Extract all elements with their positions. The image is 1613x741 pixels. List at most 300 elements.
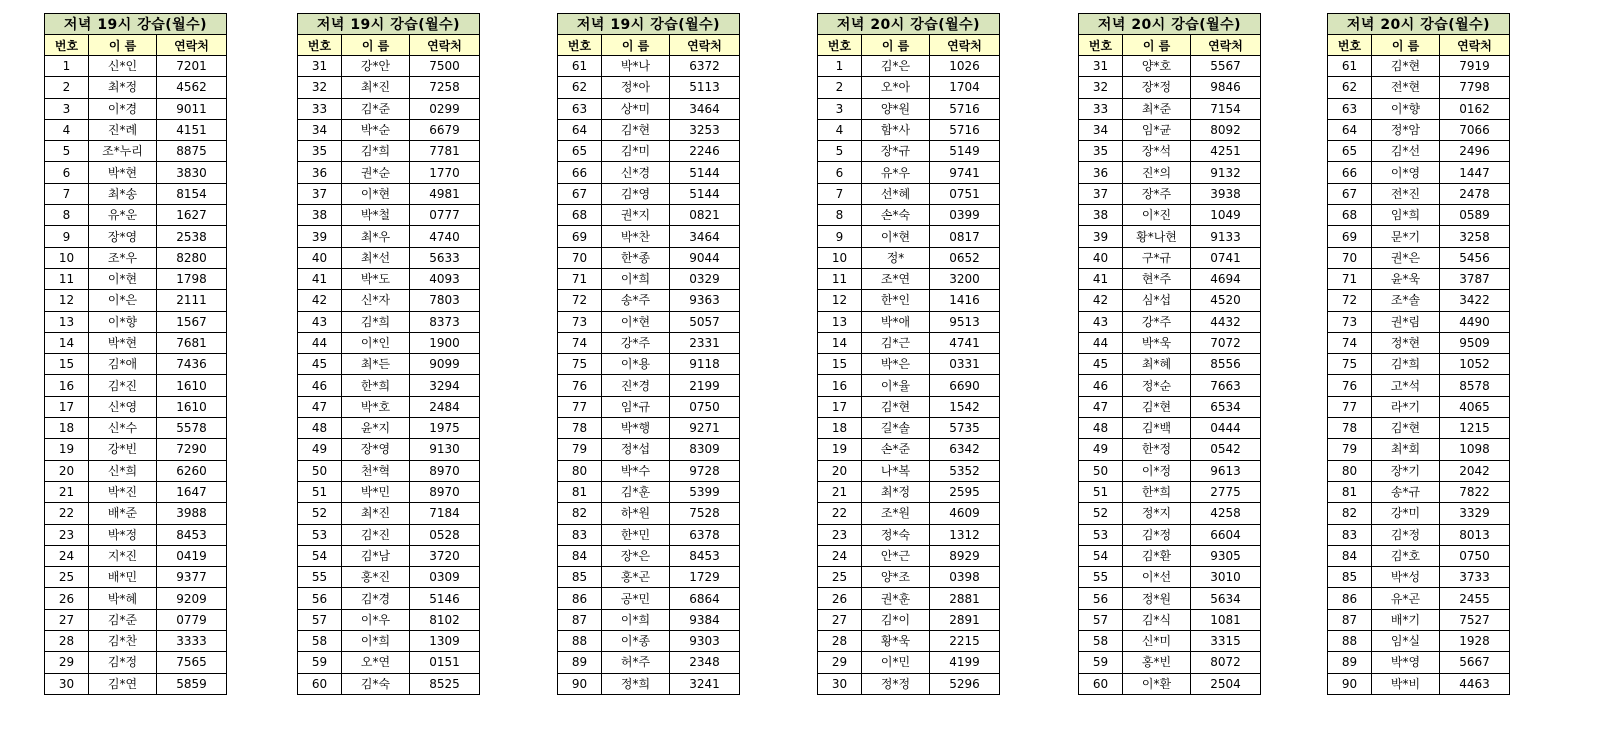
- cell-name: 박*찬: [602, 226, 670, 247]
- cell-name: 정*순: [1123, 375, 1191, 396]
- cell-contact: 8013: [1440, 524, 1510, 545]
- cell-number: 56: [298, 588, 342, 609]
- cell-number: 6: [45, 162, 89, 183]
- cell-number: 58: [298, 631, 342, 652]
- cell-number: 35: [1079, 141, 1123, 162]
- table-row: [818, 418, 1000, 439]
- cell-number: 75: [558, 354, 602, 375]
- table-row: [1328, 375, 1510, 396]
- cell-contact: 1542: [930, 396, 1000, 417]
- cell-name: 라*기: [1372, 396, 1440, 417]
- cell-name: 홍*빈: [1123, 652, 1191, 673]
- column-header-contact: 연락처: [157, 35, 227, 56]
- cell-contact: 3329: [1440, 503, 1510, 524]
- table-row: [45, 332, 227, 353]
- table-title: 저녁 19시 강습(월수): [558, 14, 740, 35]
- cell-contact: 7154: [1191, 98, 1261, 119]
- cell-number: 46: [1079, 375, 1123, 396]
- cell-number: 31: [298, 56, 342, 77]
- cell-contact: 3464: [670, 98, 740, 119]
- column-header-name: 이 름: [1372, 35, 1440, 56]
- cell-contact: 8092: [1191, 119, 1261, 140]
- table-row: [818, 545, 1000, 566]
- table-row: [1079, 439, 1261, 460]
- table-row: [558, 268, 740, 289]
- cell-contact: 0419: [157, 545, 227, 566]
- table-row: [1328, 119, 1510, 140]
- table-row: [558, 652, 740, 673]
- cell-contact: 9271: [670, 418, 740, 439]
- cell-number: 47: [1079, 396, 1123, 417]
- cell-number: 71: [558, 268, 602, 289]
- cell-number: 25: [818, 567, 862, 588]
- cell-number: 62: [1328, 77, 1372, 98]
- cell-name: 길*솔: [862, 418, 930, 439]
- table-row: [298, 503, 480, 524]
- cell-number: 86: [1328, 588, 1372, 609]
- cell-name: 박*수: [602, 460, 670, 481]
- cell-contact: 8929: [930, 545, 1000, 566]
- cell-contact: 4463: [1440, 673, 1510, 694]
- cell-contact: 2538: [157, 226, 227, 247]
- table-row: [818, 247, 1000, 268]
- cell-name: 이*희: [602, 609, 670, 630]
- cell-contact: 8154: [157, 183, 227, 204]
- table-row: [818, 183, 1000, 204]
- cell-contact: 5057: [670, 311, 740, 332]
- table-row: [818, 226, 1000, 247]
- cell-contact: 2331: [670, 332, 740, 353]
- cell-number: 69: [558, 226, 602, 247]
- cell-contact: 0331: [930, 354, 1000, 375]
- cell-name: 박*철: [342, 205, 410, 226]
- table-row: [298, 631, 480, 652]
- column-header-contact: 연락처: [1191, 35, 1261, 56]
- table-row: [1079, 183, 1261, 204]
- table-row: [298, 77, 480, 98]
- cell-contact: 5149: [930, 141, 1000, 162]
- cell-number: 79: [1328, 439, 1372, 460]
- cell-number: 42: [298, 290, 342, 311]
- cell-contact: 2595: [930, 481, 1000, 502]
- cell-number: 57: [1079, 609, 1123, 630]
- cell-number: 34: [1079, 119, 1123, 140]
- cell-name: 유*곤: [1372, 588, 1440, 609]
- cell-number: 10: [45, 247, 89, 268]
- cell-contact: 4694: [1191, 268, 1261, 289]
- cell-name: 김*준: [89, 609, 157, 630]
- cell-number: 56: [1079, 588, 1123, 609]
- cell-name: 최*송: [89, 183, 157, 204]
- cell-contact: 1081: [1191, 609, 1261, 630]
- cell-number: 33: [1079, 98, 1123, 119]
- cell-name: 박*호: [342, 396, 410, 417]
- cell-number: 11: [818, 268, 862, 289]
- cell-number: 5: [818, 141, 862, 162]
- cell-number: 39: [298, 226, 342, 247]
- cell-name: 신*경: [602, 162, 670, 183]
- cell-number: 4: [818, 119, 862, 140]
- table-row: [558, 567, 740, 588]
- table-row: [1079, 56, 1261, 77]
- cell-contact: 7184: [410, 503, 480, 524]
- cell-number: 67: [558, 183, 602, 204]
- cell-number: 49: [1079, 439, 1123, 460]
- cell-number: 16: [818, 375, 862, 396]
- cell-contact: 3464: [670, 226, 740, 247]
- cell-name: 최*진: [342, 77, 410, 98]
- cell-name: 최*회: [1372, 439, 1440, 460]
- cell-contact: 3315: [1191, 631, 1261, 652]
- cell-name: 구*규: [1123, 247, 1191, 268]
- cell-name: 정*희: [602, 673, 670, 694]
- cell-contact: 2484: [410, 396, 480, 417]
- table-row: [1079, 481, 1261, 502]
- table-row: [298, 567, 480, 588]
- cell-name: 이*용: [602, 354, 670, 375]
- table-row: [298, 354, 480, 375]
- cell-name: 손*숙: [862, 205, 930, 226]
- cell-number: 36: [298, 162, 342, 183]
- table-row: [298, 247, 480, 268]
- cell-number: 84: [1328, 545, 1372, 566]
- cell-contact: 1447: [1440, 162, 1510, 183]
- table-row: [298, 652, 480, 673]
- cell-contact: 5113: [670, 77, 740, 98]
- cell-number: 76: [558, 375, 602, 396]
- cell-number: 87: [1328, 609, 1372, 630]
- cell-name: 한*희: [1123, 481, 1191, 502]
- cell-contact: 0751: [930, 183, 1000, 204]
- table-row: [1328, 268, 1510, 289]
- table-row: [1328, 418, 1510, 439]
- cell-number: 49: [298, 439, 342, 460]
- table-row: [818, 268, 1000, 289]
- cell-name: 현*주: [1123, 268, 1191, 289]
- table-row: [45, 481, 227, 502]
- cell-name: 이*현: [342, 183, 410, 204]
- cell-contact: 7803: [410, 290, 480, 311]
- cell-number: 21: [45, 481, 89, 502]
- cell-number: 23: [818, 524, 862, 545]
- table-row: [45, 418, 227, 439]
- table-row: [558, 247, 740, 268]
- cell-name: 진*례: [89, 119, 157, 140]
- table-row: [558, 332, 740, 353]
- table-row: [1328, 588, 1510, 609]
- roster-table: [297, 13, 480, 695]
- table-row: [45, 460, 227, 481]
- table-row: [45, 162, 227, 183]
- table-row: [45, 567, 227, 588]
- cell-contact: 1312: [930, 524, 1000, 545]
- cell-number: 60: [1079, 673, 1123, 694]
- cell-number: 73: [558, 311, 602, 332]
- cell-name: 강*주: [602, 332, 670, 353]
- cell-name: 윤*욱: [1372, 268, 1440, 289]
- cell-name: 유*운: [89, 205, 157, 226]
- cell-name: 한*종: [602, 247, 670, 268]
- cell-number: 47: [298, 396, 342, 417]
- table-row: [818, 98, 1000, 119]
- cell-number: 51: [1079, 481, 1123, 502]
- table-row: [45, 631, 227, 652]
- cell-number: 40: [1079, 247, 1123, 268]
- table-row: [1328, 567, 1510, 588]
- table-row: [1328, 183, 1510, 204]
- cell-number: 41: [1079, 268, 1123, 289]
- cell-number: 43: [298, 311, 342, 332]
- table-row: [298, 183, 480, 204]
- cell-number: 43: [1079, 311, 1123, 332]
- table-row: [558, 311, 740, 332]
- table-row: [1079, 98, 1261, 119]
- cell-number: 74: [1328, 332, 1372, 353]
- cell-name: 김*현: [862, 396, 930, 417]
- cell-number: 12: [45, 290, 89, 311]
- cell-number: 46: [298, 375, 342, 396]
- cell-name: 조*연: [862, 268, 930, 289]
- table-row: [818, 56, 1000, 77]
- table-row: [1079, 205, 1261, 226]
- cell-name: 이*우: [342, 609, 410, 630]
- cell-number: 61: [1328, 56, 1372, 77]
- cell-name: 함*사: [862, 119, 930, 140]
- cell-number: 30: [818, 673, 862, 694]
- cell-contact: 3938: [1191, 183, 1261, 204]
- cell-name: 신*인: [89, 56, 157, 77]
- cell-name: 신*수: [89, 418, 157, 439]
- cell-name: 강*주: [1123, 311, 1191, 332]
- cell-contact: 4199: [930, 652, 1000, 673]
- cell-name: 배*준: [89, 503, 157, 524]
- cell-number: 16: [45, 375, 89, 396]
- cell-contact: 6372: [670, 56, 740, 77]
- cell-contact: 0779: [157, 609, 227, 630]
- cell-name: 배*기: [1372, 609, 1440, 630]
- cell-name: 이*향: [1372, 98, 1440, 119]
- cell-contact: 9130: [410, 439, 480, 460]
- cell-name: 김*이: [862, 609, 930, 630]
- cell-number: 33: [298, 98, 342, 119]
- cell-number: 73: [1328, 311, 1372, 332]
- cell-contact: 9728: [670, 460, 740, 481]
- table-row: [558, 290, 740, 311]
- cell-contact: 6604: [1191, 524, 1261, 545]
- table-row: [1079, 545, 1261, 566]
- cell-number: 82: [1328, 503, 1372, 524]
- cell-contact: 2775: [1191, 481, 1261, 502]
- cell-name: 이*현: [602, 311, 670, 332]
- cell-number: 22: [818, 503, 862, 524]
- cell-number: 9: [818, 226, 862, 247]
- table-title: 저녁 19시 강습(월수): [298, 14, 480, 35]
- cell-name: 장*기: [1372, 460, 1440, 481]
- cell-number: 13: [818, 311, 862, 332]
- table-row: [45, 290, 227, 311]
- table-row: [1328, 77, 1510, 98]
- cell-number: 29: [818, 652, 862, 673]
- column-header-number: 번호: [45, 35, 89, 56]
- cell-name: 최*혜: [1123, 354, 1191, 375]
- cell-contact: 9118: [670, 354, 740, 375]
- table-row: [1328, 98, 1510, 119]
- cell-number: 38: [298, 205, 342, 226]
- cell-contact: 3787: [1440, 268, 1510, 289]
- cell-name: 상*미: [602, 98, 670, 119]
- cell-name: 김*은: [862, 56, 930, 77]
- cell-name: 윤*지: [342, 418, 410, 439]
- table-row: [298, 56, 480, 77]
- table-row: [1079, 396, 1261, 417]
- cell-number: 37: [298, 183, 342, 204]
- cell-name: 신*미: [1123, 631, 1191, 652]
- table-row: [1328, 226, 1510, 247]
- cell-name: 이*은: [89, 290, 157, 311]
- cell-contact: 4741: [930, 332, 1000, 353]
- cell-name: 지*진: [89, 545, 157, 566]
- table-row: [298, 418, 480, 439]
- cell-number: 60: [298, 673, 342, 694]
- cell-contact: 8280: [157, 247, 227, 268]
- cell-name: 송*규: [1372, 481, 1440, 502]
- cell-contact: 7919: [1440, 56, 1510, 77]
- table-row: [45, 354, 227, 375]
- cell-name: 이*희: [602, 268, 670, 289]
- cell-name: 박*진: [89, 481, 157, 502]
- cell-contact: 3258: [1440, 226, 1510, 247]
- cell-contact: 8578: [1440, 375, 1510, 396]
- table-row: [45, 396, 227, 417]
- cell-number: 3: [45, 98, 89, 119]
- cell-number: 88: [558, 631, 602, 652]
- table-row: [1079, 226, 1261, 247]
- cell-contact: 6260: [157, 460, 227, 481]
- cell-contact: 8072: [1191, 652, 1261, 673]
- cell-name: 진*의: [1123, 162, 1191, 183]
- cell-contact: 9133: [1191, 226, 1261, 247]
- table-row: [45, 652, 227, 673]
- cell-number: 59: [1079, 652, 1123, 673]
- cell-contact: 4251: [1191, 141, 1261, 162]
- cell-number: 81: [1328, 481, 1372, 502]
- table-row: [558, 56, 740, 77]
- table-row: [1079, 311, 1261, 332]
- cell-number: 85: [1328, 567, 1372, 588]
- cell-number: 71: [1328, 268, 1372, 289]
- table-row: [45, 183, 227, 204]
- table-row: [45, 77, 227, 98]
- cell-number: 48: [1079, 418, 1123, 439]
- cell-number: 7: [45, 183, 89, 204]
- cell-contact: 6864: [670, 588, 740, 609]
- cell-contact: 9209: [157, 588, 227, 609]
- cell-name: 박*나: [602, 56, 670, 77]
- cell-number: 34: [298, 119, 342, 140]
- cell-name: 황*나현: [1123, 226, 1191, 247]
- table-row: [1079, 418, 1261, 439]
- cell-number: 3: [818, 98, 862, 119]
- cell-number: 4: [45, 119, 89, 140]
- cell-name: 김*희: [342, 311, 410, 332]
- table-row: [298, 396, 480, 417]
- table-row: [818, 524, 1000, 545]
- cell-contact: 1215: [1440, 418, 1510, 439]
- cell-name: 박*정: [89, 524, 157, 545]
- table-row: [818, 481, 1000, 502]
- cell-number: 77: [558, 396, 602, 417]
- cell-contact: 7528: [670, 503, 740, 524]
- cell-name: 박*욱: [1123, 332, 1191, 353]
- cell-number: 14: [45, 332, 89, 353]
- cell-name: 신*영: [89, 396, 157, 417]
- cell-number: 70: [558, 247, 602, 268]
- cell-contact: 4432: [1191, 311, 1261, 332]
- cell-contact: 7565: [157, 652, 227, 673]
- table-row: [45, 375, 227, 396]
- cell-number: 68: [558, 205, 602, 226]
- cell-name: 정*정: [862, 673, 930, 694]
- cell-contact: 6378: [670, 524, 740, 545]
- table-row: [1328, 460, 1510, 481]
- cell-contact: 3010: [1191, 567, 1261, 588]
- table-row: [1079, 567, 1261, 588]
- cell-name: 장*석: [1123, 141, 1191, 162]
- cell-contact: 5144: [670, 162, 740, 183]
- table-row: [298, 162, 480, 183]
- column-header-number: 번호: [298, 35, 342, 56]
- table-row: [1079, 609, 1261, 630]
- cell-number: 83: [558, 524, 602, 545]
- table-row: [45, 439, 227, 460]
- table-row: [298, 332, 480, 353]
- cell-number: 78: [558, 418, 602, 439]
- cell-name: 권*훈: [862, 588, 930, 609]
- cell-contact: 0589: [1440, 205, 1510, 226]
- cell-name: 최*우: [342, 226, 410, 247]
- cell-name: 김*진: [342, 524, 410, 545]
- cell-number: 89: [558, 652, 602, 673]
- cell-number: 85: [558, 567, 602, 588]
- table-row: [558, 98, 740, 119]
- table-row: [818, 460, 1000, 481]
- cell-name: 장*영: [89, 226, 157, 247]
- cell-name: 김*찬: [89, 631, 157, 652]
- cell-number: 66: [1328, 162, 1372, 183]
- cell-name: 이*향: [89, 311, 157, 332]
- table-row: [45, 524, 227, 545]
- table-row: [818, 673, 1000, 694]
- cell-number: 61: [558, 56, 602, 77]
- column-header-name: 이 름: [89, 35, 157, 56]
- table-row: [298, 524, 480, 545]
- table-row: [558, 673, 740, 694]
- cell-name: 정*현: [1372, 332, 1440, 353]
- cell-number: 40: [298, 247, 342, 268]
- cell-number: 1: [45, 56, 89, 77]
- cell-number: 89: [1328, 652, 1372, 673]
- cell-number: 52: [298, 503, 342, 524]
- cell-number: 35: [298, 141, 342, 162]
- cell-number: 55: [298, 567, 342, 588]
- cell-name: 박*성: [1372, 567, 1440, 588]
- table-row: [298, 673, 480, 694]
- column-header-contact: 연락처: [410, 35, 480, 56]
- table-row: [818, 631, 1000, 652]
- cell-contact: 9741: [930, 162, 1000, 183]
- cell-name: 김*연: [89, 673, 157, 694]
- cell-contact: 0398: [930, 567, 1000, 588]
